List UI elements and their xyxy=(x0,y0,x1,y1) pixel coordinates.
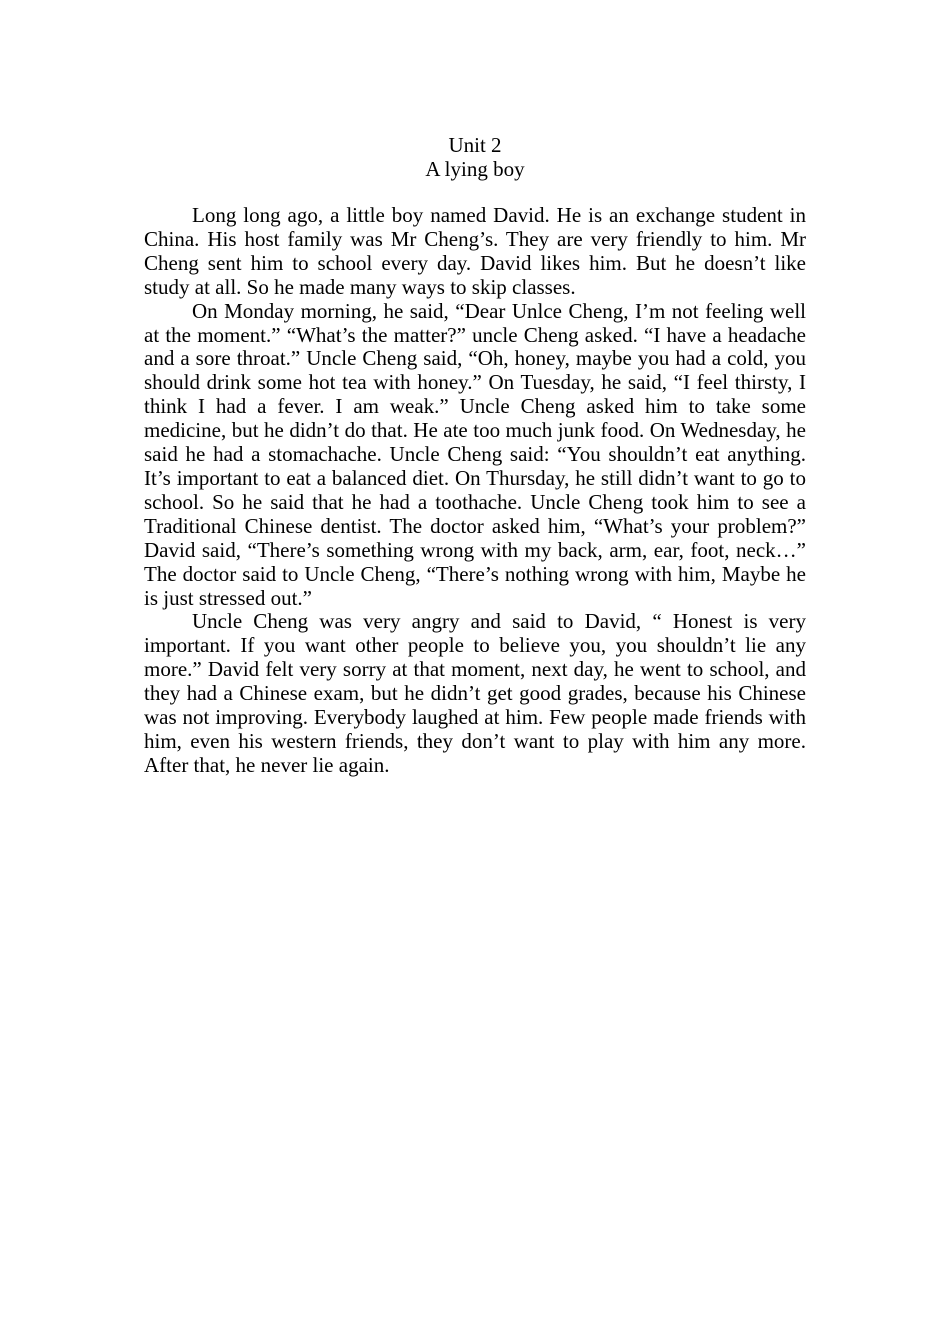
unit-heading: Unit 2 xyxy=(448,133,502,157)
paragraph-3: Uncle Cheng was very angry and said to David, “ Honest is very important. If you want other people to believe you, you shouldn’t lie any more.” David felt very sorry at that moment, next day, he went to school, and they had a Chinese exam, but he didn’t get good grades, because his Chinese was not improving. Everybody laughed at him. Few people made friends with him, even his western friends, they don’t want to play with him any more. After that, he never lie again. xyxy=(144,609,806,777)
paragraph-2: On Monday morning, he said, “Dear Unlce Cheng, I’m not feeling well at the moment.” “What’s the matter?” uncle Cheng asked. “I have a headache and a sore throat.” Uncle Cheng said, “Oh, honey, maybe you had a cold, you should drink some hot tea with honey.” On Tuesday, he said, “I feel thirsty, I think I had a fever. I am weak.” Uncle Cheng asked him to take some medicine, but he didn’t do that. He ate too much junk food. On Wednesday, he said he had a stomachache. Uncle Cheng said: “You shouldn’t eat anything. It’s important to eat a balanced diet. On Thursday, he still didn’t want to go to school. So he said that he had a toothache. Uncle Cheng took him to see a Traditional Chinese dentist. The doctor asked him, “What’s your problem?” David said, “There’s something wrong with my back, arm, ear, foot, neck…” The doctor said to Uncle Cheng, “There’s nothing wrong with him, Maybe he is just stressed out.” xyxy=(144,298,806,610)
paragraph-1: Long long ago, a little boy named David. He is an exchange student in China. His host family was Mr Cheng’s. They are very friendly to him. Mr Cheng sent him to school every day. David likes him. But he doesn’t like study at all. So he made many ways to skip classes. xyxy=(144,203,806,299)
story-title: A lying boy xyxy=(425,157,525,181)
story-body xyxy=(144,204,806,778)
